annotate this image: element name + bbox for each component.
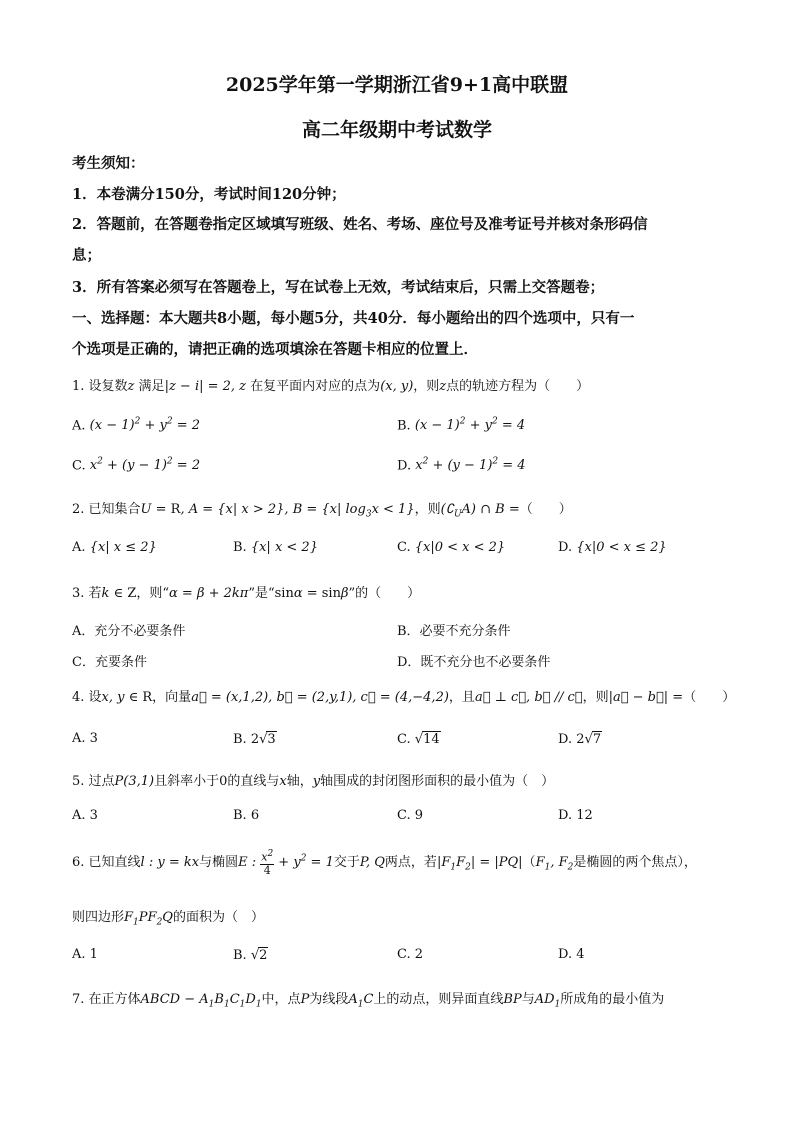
q6-option-b: B. √2	[233, 948, 268, 963]
q4-option-c: C. √14	[397, 732, 440, 747]
question-1: 1. 设复数z 满足|z − i| = 2, z 在复平面内对应的点为(x, y)，则z点的轨迹方程为（ ）	[72, 379, 590, 394]
q3-option-a: A．充分不必要条件	[72, 624, 186, 639]
q5-option-c: C. 9	[397, 808, 424, 823]
question-7: 7. 在正方体ABCD − $A_1B_1C_1D_1$中，点P为线段$A_1C$上的动点，则异面直线BP与$AD_1$所成角的最小值为	[72, 992, 665, 1010]
q3-option-d: D．既不充分也不必要条件	[397, 655, 551, 670]
q2-option-d: D. {x|0 < x ≤ 2}	[558, 540, 667, 555]
q3-option-c: C．充要条件	[72, 655, 147, 670]
q1-mid2: 在复平面内对应的点为	[250, 379, 381, 394]
q6-option-c: C. 2	[397, 947, 424, 962]
q3-option-b: B．必要不充分条件	[397, 624, 511, 639]
q5-option-d: D. 12	[558, 808, 593, 823]
q5-option-b: B. 6	[233, 808, 260, 823]
q4-option-a: A. 3	[72, 731, 98, 746]
q1-option-c: C. $x^2 + (y - 1)^2 = 2$	[72, 457, 201, 474]
exam-title-line1: 2025学年第一学期浙江省9+1高中联盟	[225, 74, 569, 96]
section1-intro-cont: 个选项是正确的，请把正确的选项填涂在答题卡相应的位置上．	[72, 341, 478, 358]
notice-heading: 考生须知：	[72, 155, 145, 172]
q6-option-a: A. 1	[72, 947, 98, 962]
q1-suffix: ，则	[413, 379, 440, 394]
q6-option-d: D. 4	[558, 947, 585, 962]
exam-title-line2: 高二年级期中考试数学	[301, 119, 492, 141]
notice-item-2-cont: 息；	[72, 247, 101, 264]
q1-tail: 点的轨迹方程为（ ）	[446, 379, 590, 394]
question-3: 3. 若k ∈ Z，则“α = β + 2kπ”是“sinα = sinβ”的（ ）	[72, 586, 421, 601]
q4-option-b: B. 2√3	[233, 732, 276, 747]
q4-option-d: D. 2√7	[558, 732, 602, 747]
q1-option-b: B. $(x - 1)^2 + y^2 = 4$	[397, 417, 526, 434]
question-6-cont: 则四边形$F_1PF_2Q$的面积为（ ）	[72, 910, 264, 928]
q1-option-d: D. $x^2 + (y - 1)^2 = 4$	[397, 457, 526, 474]
notice-item-1: 1．本卷满分150分，考试时间120分钟；	[72, 186, 346, 203]
q1-option-a: A. $(x - 1)^2 + y^2 = 2$	[72, 417, 200, 434]
q5-option-a: A. 3	[72, 808, 98, 823]
q1-mid1: 满足	[138, 379, 165, 394]
q2-option-b: B. {x| x < 2}	[233, 540, 318, 555]
q2-option-c: C. {x|0 < x < 2}	[397, 540, 506, 555]
notice-item-3: 3．所有答案必须写在答题卷上，写在试卷上无效，考试结束后，只需上交答题卷；	[72, 279, 605, 296]
question-5: 5. 过点P(3,1)且斜率小于0的直线与x轴，y轴围成的封闭图形面积的最小值为（ ）	[72, 774, 555, 789]
q1-prefix: 1. 设复数	[72, 379, 128, 394]
question-6: 6. 已知直线l : y = kx与椭圆E : $\frac{x^2}{4}$ + $y^2 = 1$交于P, Q两点，若$|F_1F_2| = |PQ|(F_1$, $F_2$是椭圆的两个焦点），	[72, 849, 697, 877]
notice-item-2: 2．答题前，在答题卷指定区域填写班级、姓名、考场、座位号及准考证号并核对条形码信	[72, 216, 648, 233]
section1-intro: 一、选择题：本大题共8小题，每小题5分，共40分．每小题给出的四个选项中，只有一	[72, 310, 635, 327]
question-2: 2. 已知集合U = R, A = {x| x > 2}, B = {x| $\log_3x < 1$}，则$(∁_UA)$ ∩ B =（ ）	[72, 502, 572, 520]
q2-option-a: A. {x| x ≤ 2}	[72, 540, 157, 555]
question-4: 4. 设x, y ∈ R，向量a⃗ = (x,1,2), b⃗ = (2,y,1), c⃗ = (4,−4,2)，且a⃗ ⊥ c⃗, b⃗ // c⃗，则|a⃗ − b⃗| =（ ）	[72, 690, 736, 705]
